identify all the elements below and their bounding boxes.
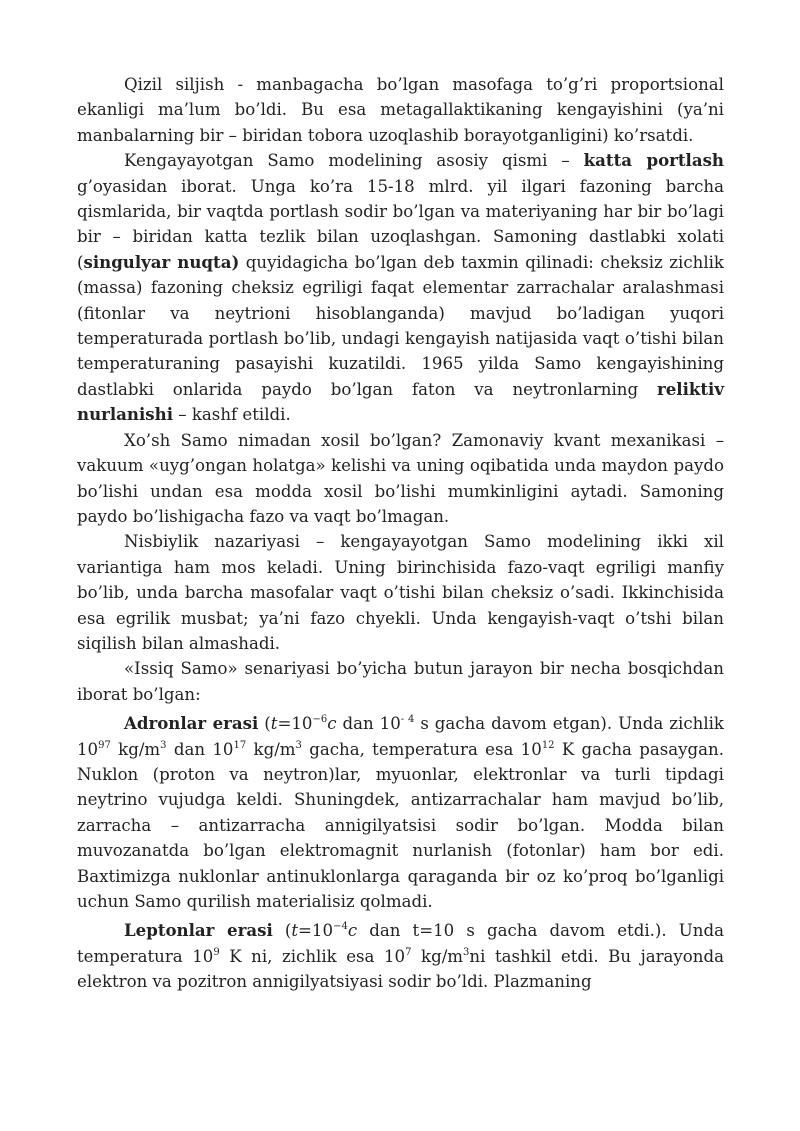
text-segment: Kengayayotgan Samo modelining asosiy qismi – xyxy=(124,151,584,171)
text-segment: dan t=10 s gacha davom etdi.). Unda temperatura 10 xyxy=(77,921,724,966)
text-segment: K gacha pasaygan. Nuklon (proton va neytron)lar, myuonlar, elektronlar va turli tipdagi neytrino vujudga keldi. Shuningdek, antizarrachalar ham mavjud bo’lib, zarracha – antizarracha annigilyatsisi sodir bo’lgan. Modda bilan muvozanatda bo’lgan elektromagnit nurlanish (fotonlar) ham bor edi. Baxtimizga nuklonlar antinuklonlarga qaraganda bir oz ko’proq bo’lganligi uchun Samo qurilish materialisiz qolmadi. xyxy=(77,739,725,911)
document-page xyxy=(77,72,724,995)
text-segment: dan 10 xyxy=(336,714,401,734)
superscript: 3 xyxy=(295,739,302,751)
text-segment: kg/m xyxy=(411,946,464,966)
formula-time: ($t=10^{-4}c$ xyxy=(284,921,358,941)
text-segment: kg/m xyxy=(110,739,161,759)
text-segment: s gacha davom etgan). Unda zichlik 10 xyxy=(77,714,724,759)
superscript: 9 xyxy=(213,946,220,958)
term-katta-portlash: katta portlash xyxy=(583,150,725,171)
term-leptonlar-erasi: Leptonlar erasi xyxy=(124,920,273,941)
superscript: 3 xyxy=(463,946,470,958)
superscript: 97 xyxy=(98,739,111,751)
superscript: 12 xyxy=(541,739,555,751)
term-reliktiv-nurlanishi: reliktiv nurlanishi xyxy=(77,378,724,425)
text-segment: g’oyasidan iborat. Unga ko’ra 15-18 mlrd. yil ilgari fazoning barcha qismlarida, bir vaqtda portlash sodir bo’lgan va materiyaning har bir bo’lagi bir – biridan katta tezlik bilan uzoqlashgan. Samoning dastlabki xolati ( xyxy=(77,176,724,272)
formula-time: ($t=10^{-6}c$ xyxy=(264,714,337,734)
term-adronlar-erasi: Adronlar erasi xyxy=(124,713,259,734)
paragraph-relativity: Nisbiylik nazariyasi – kengayayotgan Samo modelining ikki xil variantiga ham mos keladi. Uning birinchisida fazo-vaqt egriligi manfiy bo’lib, unda barcha masofalar vaqt o’tishi bilan cheksiz o’sadi. Ikkinchisida esa egrilik musbat; ya’ni fazo chyekli. Unda kengayish-vaqt o’tshi bilan siqilish bilan almashadi. xyxy=(77,532,724,653)
paragraph-hot-universe: «Issiq Samo» senariyasi bo’yicha butun jarayon bir necha bosqichdan iborat bo’lgan: xyxy=(77,659,724,704)
paragraph-hadron-era xyxy=(77,711,724,914)
text-segment: kg/m xyxy=(246,739,296,759)
text-segment: gacha, temperatura esa 10 xyxy=(301,739,542,759)
superscript: 3 xyxy=(160,739,167,751)
paragraph-big-bang xyxy=(77,148,724,427)
text-segment: K ni, zichlik esa 10 xyxy=(219,946,406,966)
paragraph-origin: Xo’sh Samo nimadan xosil bo’lgan? Zamonaviy kvant mexanikasi – vakuum «uyg’ongan holatga» kelishi va uning oqibatida unda maydon paydo bo’lishi undan esa modda xosil bo’lishi mumkinligini aytadi. Samoning paydo bo’lishigacha fazo va vaqt bo’lmagan. xyxy=(77,430,724,526)
text-segment: dan 10 xyxy=(166,739,234,759)
term-singulyar-nuqta: singulyar nuqta) xyxy=(83,251,240,272)
text-segment: ni tashkil etdi. Bu jarayonda elektron va pozitron annigilyatsiyasi sodir bo’ldi. Plazmaning xyxy=(77,946,724,992)
text-segment: – kashf etildi. xyxy=(173,405,291,425)
text-segment: quyidagicha bo’lgan deb taxmin qilinadi: cheksiz zichlik (massa) fazoning cheksiz egriligi faqat elementar zarrachalar aralashmasi (fitonlar va neytrioni hisoblanganda) mavjud bo’ladigan yuqori temperaturada portlash bo’lib, undagi kengayish natijasida vaqt o’tishi bilan temperaturaning pasayishi kuzatildi. 1965 yilda Samo kengayishining dastlabki onlarida paydo bo’lgan faton va neytronlarning xyxy=(77,252,724,399)
superscript: 17 xyxy=(233,739,247,751)
superscript: 7 xyxy=(405,946,412,958)
paragraph-red-shift: Qizil siljish - manbagacha bo’lgan masofaga to’g’ri proportsional ekanligi ma’lum bo’ldi. Bu esa metagallaktikaning kengayishini (ya’ni manbalarning bir – biridan tobora uzoqlashib borayotganligini) ko’rsatdi. xyxy=(77,75,724,145)
paragraph-lepton-era xyxy=(77,918,724,994)
superscript: - 4 xyxy=(400,714,415,726)
